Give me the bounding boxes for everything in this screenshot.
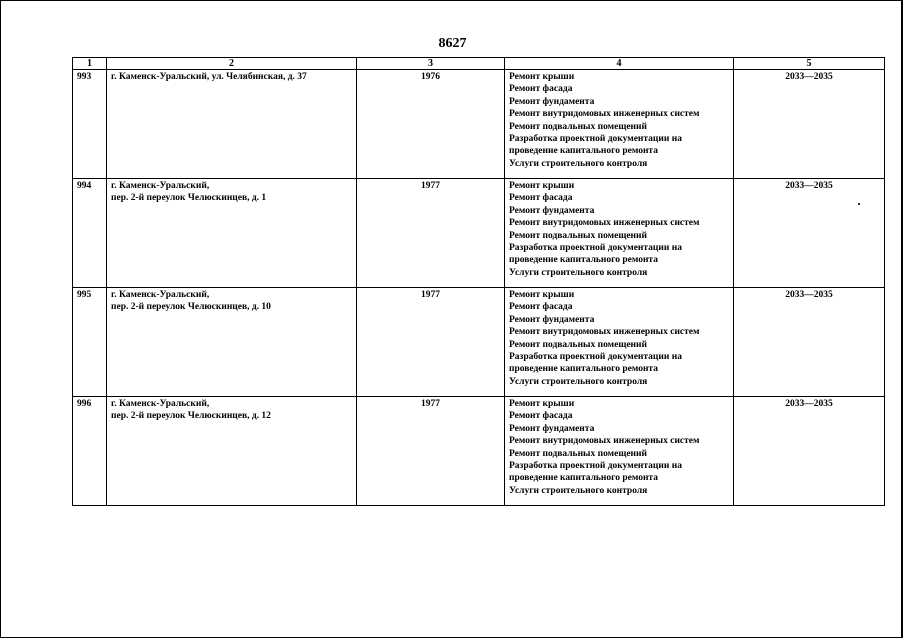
row-period: 2033—2035 [734,179,885,288]
work-item: Ремонт фасада [509,84,573,95]
row-works [505,179,734,288]
scan-speck [858,203,860,205]
row-number: 993 [73,70,107,179]
row-year: 1977 [357,288,505,397]
table-row [73,397,885,506]
row-period: 2033—2035 [734,288,885,397]
repair-schedule-table [72,57,885,506]
header-col-3: 3 [357,58,505,70]
work-item: Разработка проектной документации на [509,461,682,472]
address-line: пер. 2-й переулок Челюскинцев, д. 12 [111,411,271,422]
header-row [73,58,885,70]
row-number: 995 [73,288,107,397]
work-item: Услуги строительного контроля [509,485,648,496]
row-address [107,397,357,506]
work-item: Ремонт подвальных помещений [509,339,647,350]
work-item: Услуги строительного контроля [509,376,648,387]
address-line: пер. 2-й переулок Челюскинцев, д. 10 [111,302,271,313]
header-col-2: 2 [107,58,357,70]
work-item: Ремонт крыши [509,72,575,82]
work-item: Услуги строительного контроля [509,267,648,278]
work-item: проведение капитального ремонта [509,146,658,157]
row-year: 1977 [357,179,505,288]
row-address [107,70,357,179]
address-line: пер. 2-й переулок Челюскинцев, д. 1 [111,193,267,204]
work-item: Ремонт фасада [509,411,573,422]
row-address [107,288,357,397]
work-item: Ремонт фасада [509,193,573,204]
row-works [505,397,734,506]
table-body [73,70,885,506]
address-line: г. Каменск-Уральский, [111,181,210,191]
work-item: Ремонт фундамента [509,314,595,325]
work-item: Ремонт фасада [509,302,573,313]
row-works [505,288,734,397]
work-item: проведение капитального ремонта [509,255,658,266]
work-item: Ремонт крыши [509,399,575,409]
address-line: г. Каменск-Уральский, [111,399,210,409]
address-line: г. Каменск-Уральский, ул. Челябинская, д. 37 [111,72,307,82]
work-item: Ремонт фундамента [509,96,595,107]
work-item: Ремонт крыши [509,290,575,300]
row-period: 2033—2035 [734,70,885,179]
work-item: Ремонт крыши [509,181,575,191]
row-year: 1976 [357,70,505,179]
work-item: Разработка проектной документации на [509,352,682,363]
row-year: 1977 [357,397,505,506]
table-row [73,288,885,397]
row-number: 996 [73,397,107,506]
address-line: г. Каменск-Уральский, [111,290,210,300]
header-col-5: 5 [734,58,885,70]
row-works [505,70,734,179]
work-item: Ремонт подвальных помещений [509,121,647,132]
work-item: проведение капитального ремонта [509,364,658,375]
work-item: Ремонт внутридомовых инженерных систем [509,436,700,447]
row-period: 2033—2035 [734,397,885,506]
work-item: Ремонт фундамента [509,205,595,216]
table-row [73,70,885,179]
work-item: Ремонт подвальных помещений [509,448,647,459]
row-number: 994 [73,179,107,288]
work-item: Ремонт внутридомовых инженерных систем [509,218,700,229]
work-item: Разработка проектной документации на [509,243,682,254]
header-col-4: 4 [505,58,734,70]
table-row [73,179,885,288]
work-item: Услуги строительного контроля [509,158,648,169]
work-item: Ремонт фундамента [509,423,595,434]
work-item: Разработка проектной документации на [509,134,682,145]
work-item: Ремонт внутридомовых инженерных систем [509,109,700,120]
work-item: проведение капитального ремонта [509,473,658,484]
work-item: Ремонт внутридомовых инженерных систем [509,327,700,338]
row-address [107,179,357,288]
page-number: 8627 [438,36,467,51]
header-col-1: 1 [73,58,107,70]
work-item: Ремонт подвальных помещений [509,230,647,241]
